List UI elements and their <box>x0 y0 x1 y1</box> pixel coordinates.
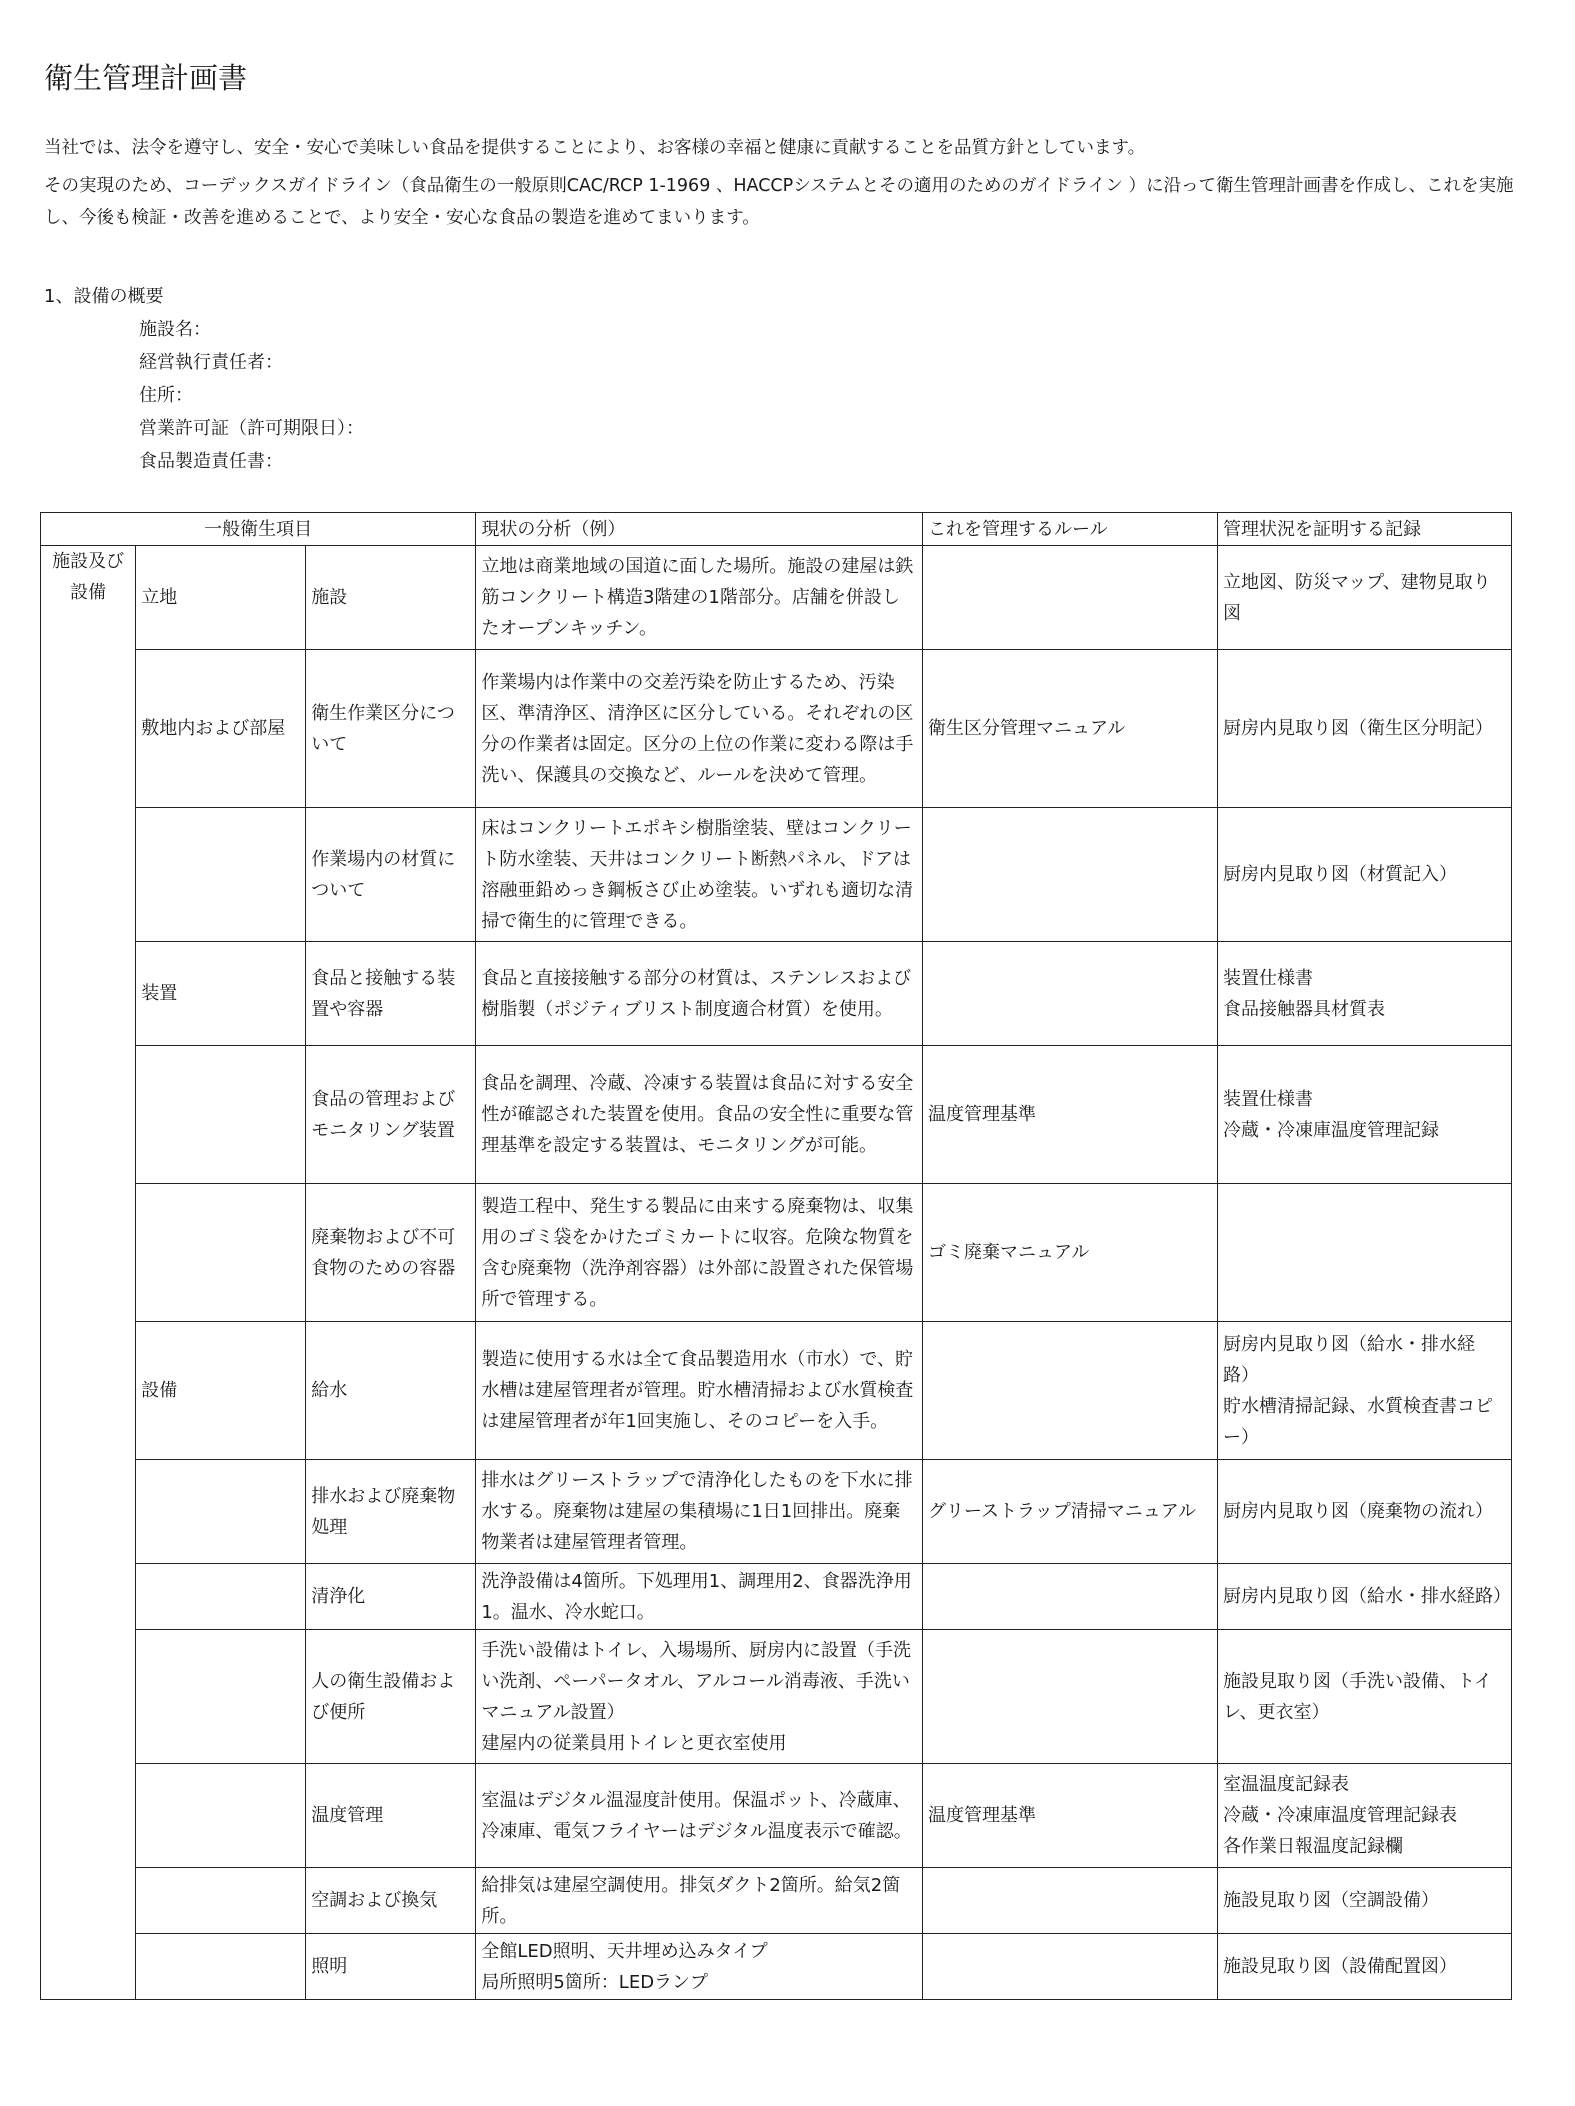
table-row <box>41 1868 1512 1934</box>
rule-cell: 衛生区分管理マニュアル <box>922 650 1217 808</box>
intro-paragraph: 当社では、法令を遵守し、安全・安心で美味しい食品を提供することにより、お客様の幸福と健康に貢献することを品質方針としています。 <box>44 138 1146 158</box>
hygiene-plan-table <box>40 512 1512 2000</box>
analysis-cell: 室温はデジタル温湿度計使用。保温ポット、冷蔵庫、冷凍庫、電気フライヤーはデジタル温度表示で確認。 <box>476 1764 923 1868</box>
page-title: 衛生管理計画書 <box>44 61 248 95</box>
manufacturing-manager-field: 食品製造責任書： <box>139 451 283 472</box>
item-cell: 食品と接触する装置や容器 <box>306 942 476 1046</box>
table-row <box>41 1046 1512 1184</box>
rule-cell: 温度管理基準 <box>922 1764 1217 1868</box>
table-row <box>41 546 1512 650</box>
rule-cell <box>922 1868 1217 1934</box>
analysis-cell: 製造工程中、発生する製品に由来する廃棄物は、収集用のゴミ袋をかけたゴミカートに収容。危険な物質を含む廃棄物（洗浄剤容器）は外部に設置された保管場所で管理する。 <box>476 1184 923 1322</box>
analysis-cell: 全館LED照明、天井埋め込みタイプ 局所照明5箇所：LEDランプ <box>476 1934 923 2000</box>
rule-cell <box>922 942 1217 1046</box>
item-cell: 清浄化 <box>306 1564 476 1630</box>
rule-cell: 温度管理基準 <box>922 1046 1217 1184</box>
table-row <box>41 1764 1512 1868</box>
item-cell: 食品の管理およびモニタリング装置 <box>306 1046 476 1184</box>
item-cell: 照明 <box>306 1934 476 2000</box>
item-cell: 温度管理 <box>306 1764 476 1868</box>
item-cell: 施設 <box>306 546 476 650</box>
analysis-cell: 食品と直接接触する部分の材質は、ステンレスおよび樹脂製（ポジティブリスト制度適合材質）を使用。 <box>476 942 923 1046</box>
rule-cell: グリーストラップ清掃マニュアル <box>922 1460 1217 1564</box>
rule-cell: ゴミ廃棄マニュアル <box>922 1184 1217 1322</box>
record-cell: 厨房内見取り図（給水・排水経路） <box>1217 1564 1511 1630</box>
table-row <box>41 1934 1512 2000</box>
intro-section <box>44 132 1524 240</box>
header-analysis: 現状の分析（例） <box>476 513 923 546</box>
rule-cell <box>922 1934 1217 2000</box>
address-field: 住所： <box>139 385 193 406</box>
rule-cell <box>922 1630 1217 1764</box>
rule-cell <box>922 546 1217 650</box>
analysis-cell: 手洗い設備はトイレ、入場場所、厨房内に設置（手洗い洗剤、ペーパータオル、アルコール消毒液、手洗いマニュアル設置） 建屋内の従業員用トイレと更衣室使用 <box>476 1630 923 1764</box>
table-row <box>41 650 1512 808</box>
item-cell: 給水 <box>306 1322 476 1460</box>
location-cell <box>136 1868 306 1934</box>
item-cell: 排水および廃棄物処理 <box>306 1460 476 1564</box>
header-rule: これを管理するルール <box>922 513 1217 546</box>
table-row <box>41 1322 1512 1460</box>
analysis-cell: 給排気は建屋空調使用。排気ダクト2箇所。給気2箇所。 <box>476 1868 923 1934</box>
record-cell: 厨房内見取り図（給水・排水経路） 貯水槽清掃記録、水質検査書コピー） <box>1217 1322 1511 1460</box>
location-cell: 敷地内および部屋 <box>136 650 306 808</box>
location-cell <box>136 1046 306 1184</box>
rule-cell <box>922 808 1217 942</box>
analysis-cell: 排水はグリーストラップで清浄化したものを下水に排水する。廃棄物は建屋の集積場に1日1回排出。廃棄物業者は建屋管理者管理。 <box>476 1460 923 1564</box>
location-cell <box>136 1764 306 1868</box>
location-cell <box>136 1460 306 1564</box>
location-cell <box>136 1630 306 1764</box>
item-cell: 作業場内の材質について <box>306 808 476 942</box>
table-row <box>41 808 1512 942</box>
header-general-hygiene-item: 一般衛生項目 <box>41 513 476 546</box>
location-cell <box>136 1564 306 1630</box>
record-cell: 施設見取り図（手洗い設備、トイレ、更衣室） <box>1217 1630 1511 1764</box>
analysis-cell: 立地は商業地域の国道に面した場所。施設の建屋は鉄筋コンクリート構造3階建の1階部分。店舗を併設したオープンキッチン。 <box>476 546 923 650</box>
category-cell: 施設及び 設備 <box>41 546 136 2000</box>
item-cell: 衛生作業区分について <box>306 650 476 808</box>
location-cell <box>136 1934 306 2000</box>
intro-paragraph: その実現のため、コーデックスガイドライン（食品衛生の一般原則CAC/RCP 1-1969 、HACCPシステムとその適用のためのガイドライン ）に沿って衛生管理計画書を作成し、これを実施し、今後も検証・改善を進めることで、より安全・安心な食品の製造を進めてまいります。 <box>44 176 1514 228</box>
record-cell <box>1217 1184 1511 1322</box>
table-row <box>41 1460 1512 1564</box>
rule-cell <box>922 1564 1217 1630</box>
table-row <box>41 1630 1512 1764</box>
location-cell <box>136 808 306 942</box>
analysis-cell: 洗浄設備は4箇所。下処理用1、調理用2、食器洗浄用1。温水、冷水蛇口。 <box>476 1564 923 1630</box>
facility-overview <box>44 280 364 478</box>
table-row <box>41 942 1512 1046</box>
analysis-cell: 作業場内は作業中の交差汚染を防止するため、汚染区、準清浄区、清浄区に区分している。それぞれの区分の作業者は固定。区分の上位の作業に変わる際は手洗い、保護具の交換など、ルールを決めて管理。 <box>476 650 923 808</box>
record-cell: 施設見取り図（空調設備） <box>1217 1868 1511 1934</box>
item-cell: 人の衛生設備および便所 <box>306 1630 476 1764</box>
record-cell: 厨房内見取り図（廃棄物の流れ） <box>1217 1460 1511 1564</box>
analysis-cell: 食品を調理、冷蔵、冷凍する装置は食品に対する安全性が確認された装置を使用。食品の安全性に重要な管理基準を設定する装置は、モニタリングが可能。 <box>476 1046 923 1184</box>
location-cell <box>136 1184 306 1322</box>
table-row <box>41 1564 1512 1630</box>
record-cell: 厨房内見取り図（材質記入） <box>1217 808 1511 942</box>
record-cell: 厨房内見取り図（衛生区分明記） <box>1217 650 1511 808</box>
rule-cell <box>922 1322 1217 1460</box>
facility-name-field: 施設名： <box>139 319 211 340</box>
record-cell: 室温温度記録表 冷蔵・冷凍庫温度管理記録表 各作業日報温度記録欄 <box>1217 1764 1511 1868</box>
table-body <box>41 546 1512 2000</box>
analysis-cell: 床はコンクリートエポキシ樹脂塗装、壁はコンクリート防水塗装、天井はコンクリート断熱パネル、ドアは溶融亜鉛めっき鋼板さび止め塗装。いずれも適切な清掃で衛生的に管理できる。 <box>476 808 923 942</box>
location-cell: 装置 <box>136 942 306 1046</box>
location-cell: 設備 <box>136 1322 306 1460</box>
table-row <box>41 1184 1512 1322</box>
analysis-cell: 製造に使用する水は全て食品製造用水（市水）で、貯水槽は建屋管理者が管理。貯水槽清掃および水質検査は建屋管理者が年1回実施し、そのコピーを入手。 <box>476 1322 923 1460</box>
executive-field: 経営執行責任者： <box>139 352 283 373</box>
record-cell: 装置仕様書 食品接触器具材質表 <box>1217 942 1511 1046</box>
location-cell: 立地 <box>136 546 306 650</box>
item-cell: 廃棄物および不可食物のための容器 <box>306 1184 476 1322</box>
header-record: 管理状況を証明する記録 <box>1217 513 1511 546</box>
record-cell: 施設見取り図（設備配置図） <box>1217 1934 1511 2000</box>
record-cell: 装置仕様書 冷蔵・冷凍庫温度管理記録 <box>1217 1046 1511 1184</box>
license-field: 営業許可証（許可期限日）： <box>139 418 364 439</box>
section-heading: 1、設備の概要 <box>44 286 164 307</box>
record-cell: 立地図、防災マップ、建物見取り図 <box>1217 546 1511 650</box>
table-header-row <box>41 513 1512 546</box>
item-cell: 空調および換気 <box>306 1868 476 1934</box>
